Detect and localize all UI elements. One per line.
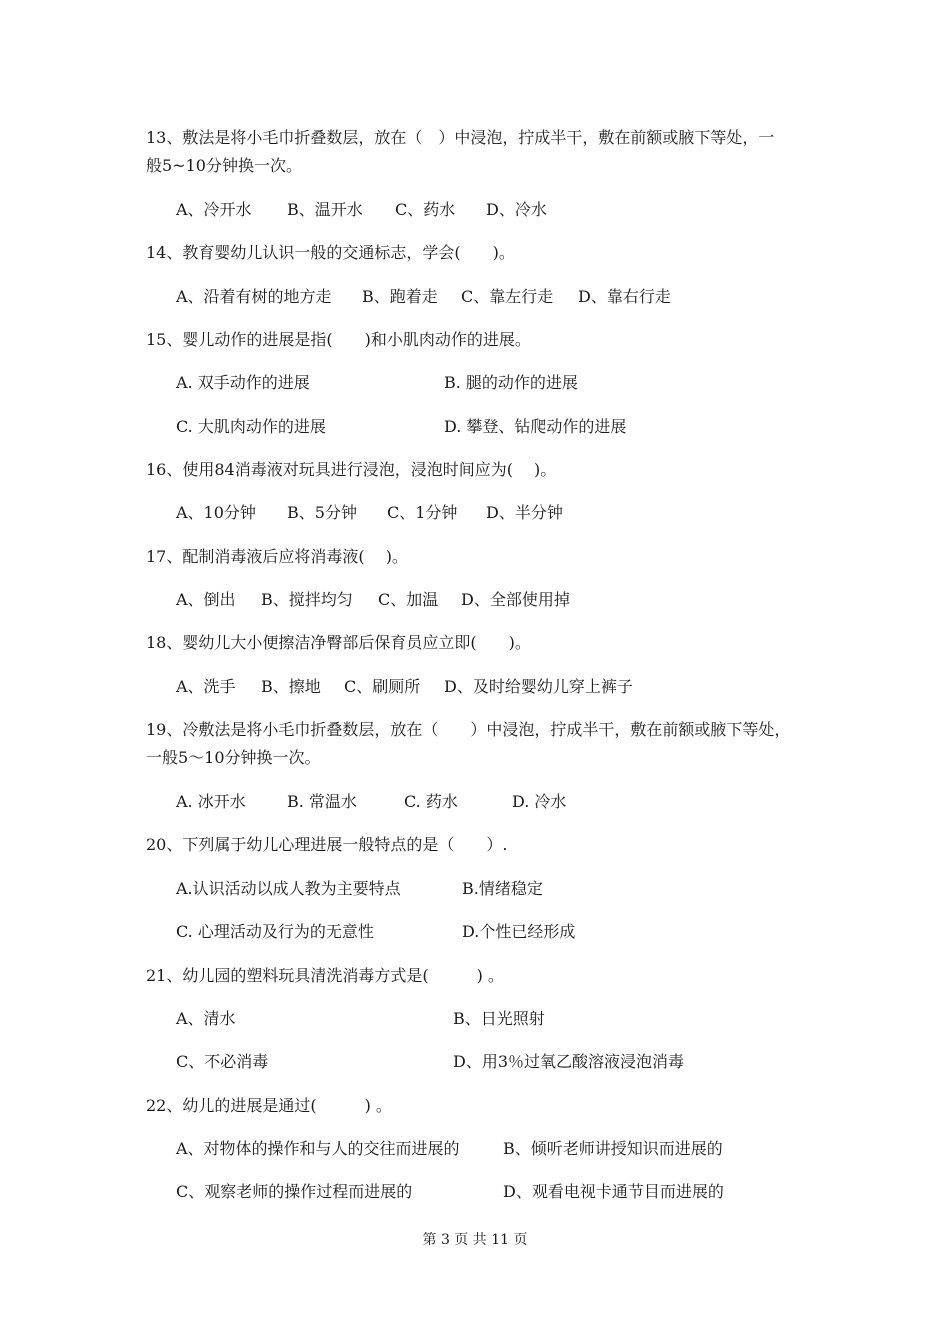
question-15-option-d: D. 攀登、钻爬动作的进展 [444, 417, 627, 436]
question-22-option-c: C、观察老师的操作过程而进展的 [176, 1182, 413, 1201]
question-13-line2: 般5~10分钟换一次。 [146, 156, 302, 175]
question-20-option-d: D.个性已经形成 [462, 922, 576, 941]
question-17-line1: 17、配制消毒液后应将消毒液( )。 [146, 547, 408, 566]
question-19-option-a: A. 冰开水 [176, 792, 246, 811]
question-21-option-c: C、不必消毒 [176, 1052, 269, 1071]
question-15-option-b: B. 腿的动作的进展 [444, 373, 578, 392]
question-14-option-a: A、沿着有树的地方走 [176, 287, 332, 306]
question-13-option-d: D、冷水 [486, 200, 547, 219]
question-20-option-c: C. 心理活动及行为的无意性 [176, 922, 374, 941]
question-19-option-d: D. 冷水 [512, 792, 567, 811]
question-16-option-b: B、5分钟 [287, 503, 357, 522]
question-22-option-a: A、对物体的操作和与人的交往而进展的 [176, 1139, 460, 1158]
question-16-option-c: C、1分钟 [387, 503, 458, 522]
question-22-option-d: D、观看电视卡通节目而进展的 [503, 1182, 724, 1201]
question-16-option-a: A、10分钟 [176, 503, 256, 522]
question-18-line1: 18、婴幼儿大小便擦洁净臀部后保育员应立即( )。 [146, 633, 531, 652]
question-20-line1: 20、下列属于幼儿心理进展一般特点的是（ ）. [146, 835, 508, 854]
question-21-option-a: A、清水 [176, 1009, 236, 1028]
question-19-line2: 一般5～10分钟换一次。 [146, 748, 321, 767]
question-16-option-d: D、半分钟 [486, 503, 563, 522]
question-13-line1: 13、敷法是将小毛巾折叠数层，放在（ ）中浸泡，拧成半干，敷在前额或腋下等处，一 [146, 128, 775, 147]
question-14-option-b: B、跑着走 [362, 287, 438, 306]
question-13-option-b: B、温开水 [287, 200, 363, 219]
question-18-option-d: D、及时给婴幼儿穿上裤子 [444, 677, 633, 696]
question-15-line1: 15、婴儿动作的进展是指( )和小肌肉动作的进展。 [146, 330, 531, 349]
question-14-option-d: D、靠右行走 [578, 287, 671, 306]
question-14-line1: 14、教育婴幼儿认识一般的交通标志，学会( )。 [146, 243, 515, 262]
question-22-line1: 22、幼儿的进展是通过( ) 。 [146, 1096, 392, 1115]
question-19-option-c: C. 药水 [404, 792, 458, 811]
question-21-line1: 21、幼儿园的塑料玩具清洗消毒方式是( ) 。 [146, 966, 504, 985]
question-15-option-c: C. 大肌肉动作的进展 [176, 417, 326, 436]
question-16-line1: 16、使用84消毒液对玩具进行浸泡，浸泡时间应为( )。 [146, 460, 557, 479]
question-19-line1: 19、冷敷法是将小毛巾折叠数层，放在（ ）中浸泡，拧成半干，敷在前额或腋下等处， [146, 720, 791, 739]
question-20-option-a: A.认识活动以成人教为主要特点 [176, 879, 401, 898]
question-18-option-c: C、刷厕所 [344, 677, 421, 696]
page-footer: 第 3 页 共 11 页 [422, 1232, 528, 1248]
question-17-option-a: A、倒出 [176, 590, 236, 609]
question-21-option-d: D、用3％过氧乙酸溶液浸泡消毒 [453, 1052, 685, 1071]
question-19-option-b: B. 常温水 [287, 792, 357, 811]
question-14-option-c: C、靠左行走 [461, 287, 554, 306]
question-13-option-a: A、冷开水 [176, 200, 252, 219]
question-17-option-d: D、全部使用掉 [461, 590, 570, 609]
question-15-option-a: A. 双手动作的进展 [176, 373, 310, 392]
question-17-option-c: C、加温 [378, 590, 439, 609]
question-13-option-c: C、药水 [395, 200, 456, 219]
question-17-option-b: B、搅拌均匀 [261, 590, 353, 609]
question-20-option-b: B.情绪稳定 [462, 879, 543, 898]
question-22-option-b: B、倾听老师讲授知识而进展的 [503, 1139, 723, 1158]
question-21-option-b: B、日光照射 [453, 1009, 545, 1028]
question-18-option-b: B、擦地 [261, 677, 321, 696]
question-18-option-a: A、洗手 [176, 677, 236, 696]
